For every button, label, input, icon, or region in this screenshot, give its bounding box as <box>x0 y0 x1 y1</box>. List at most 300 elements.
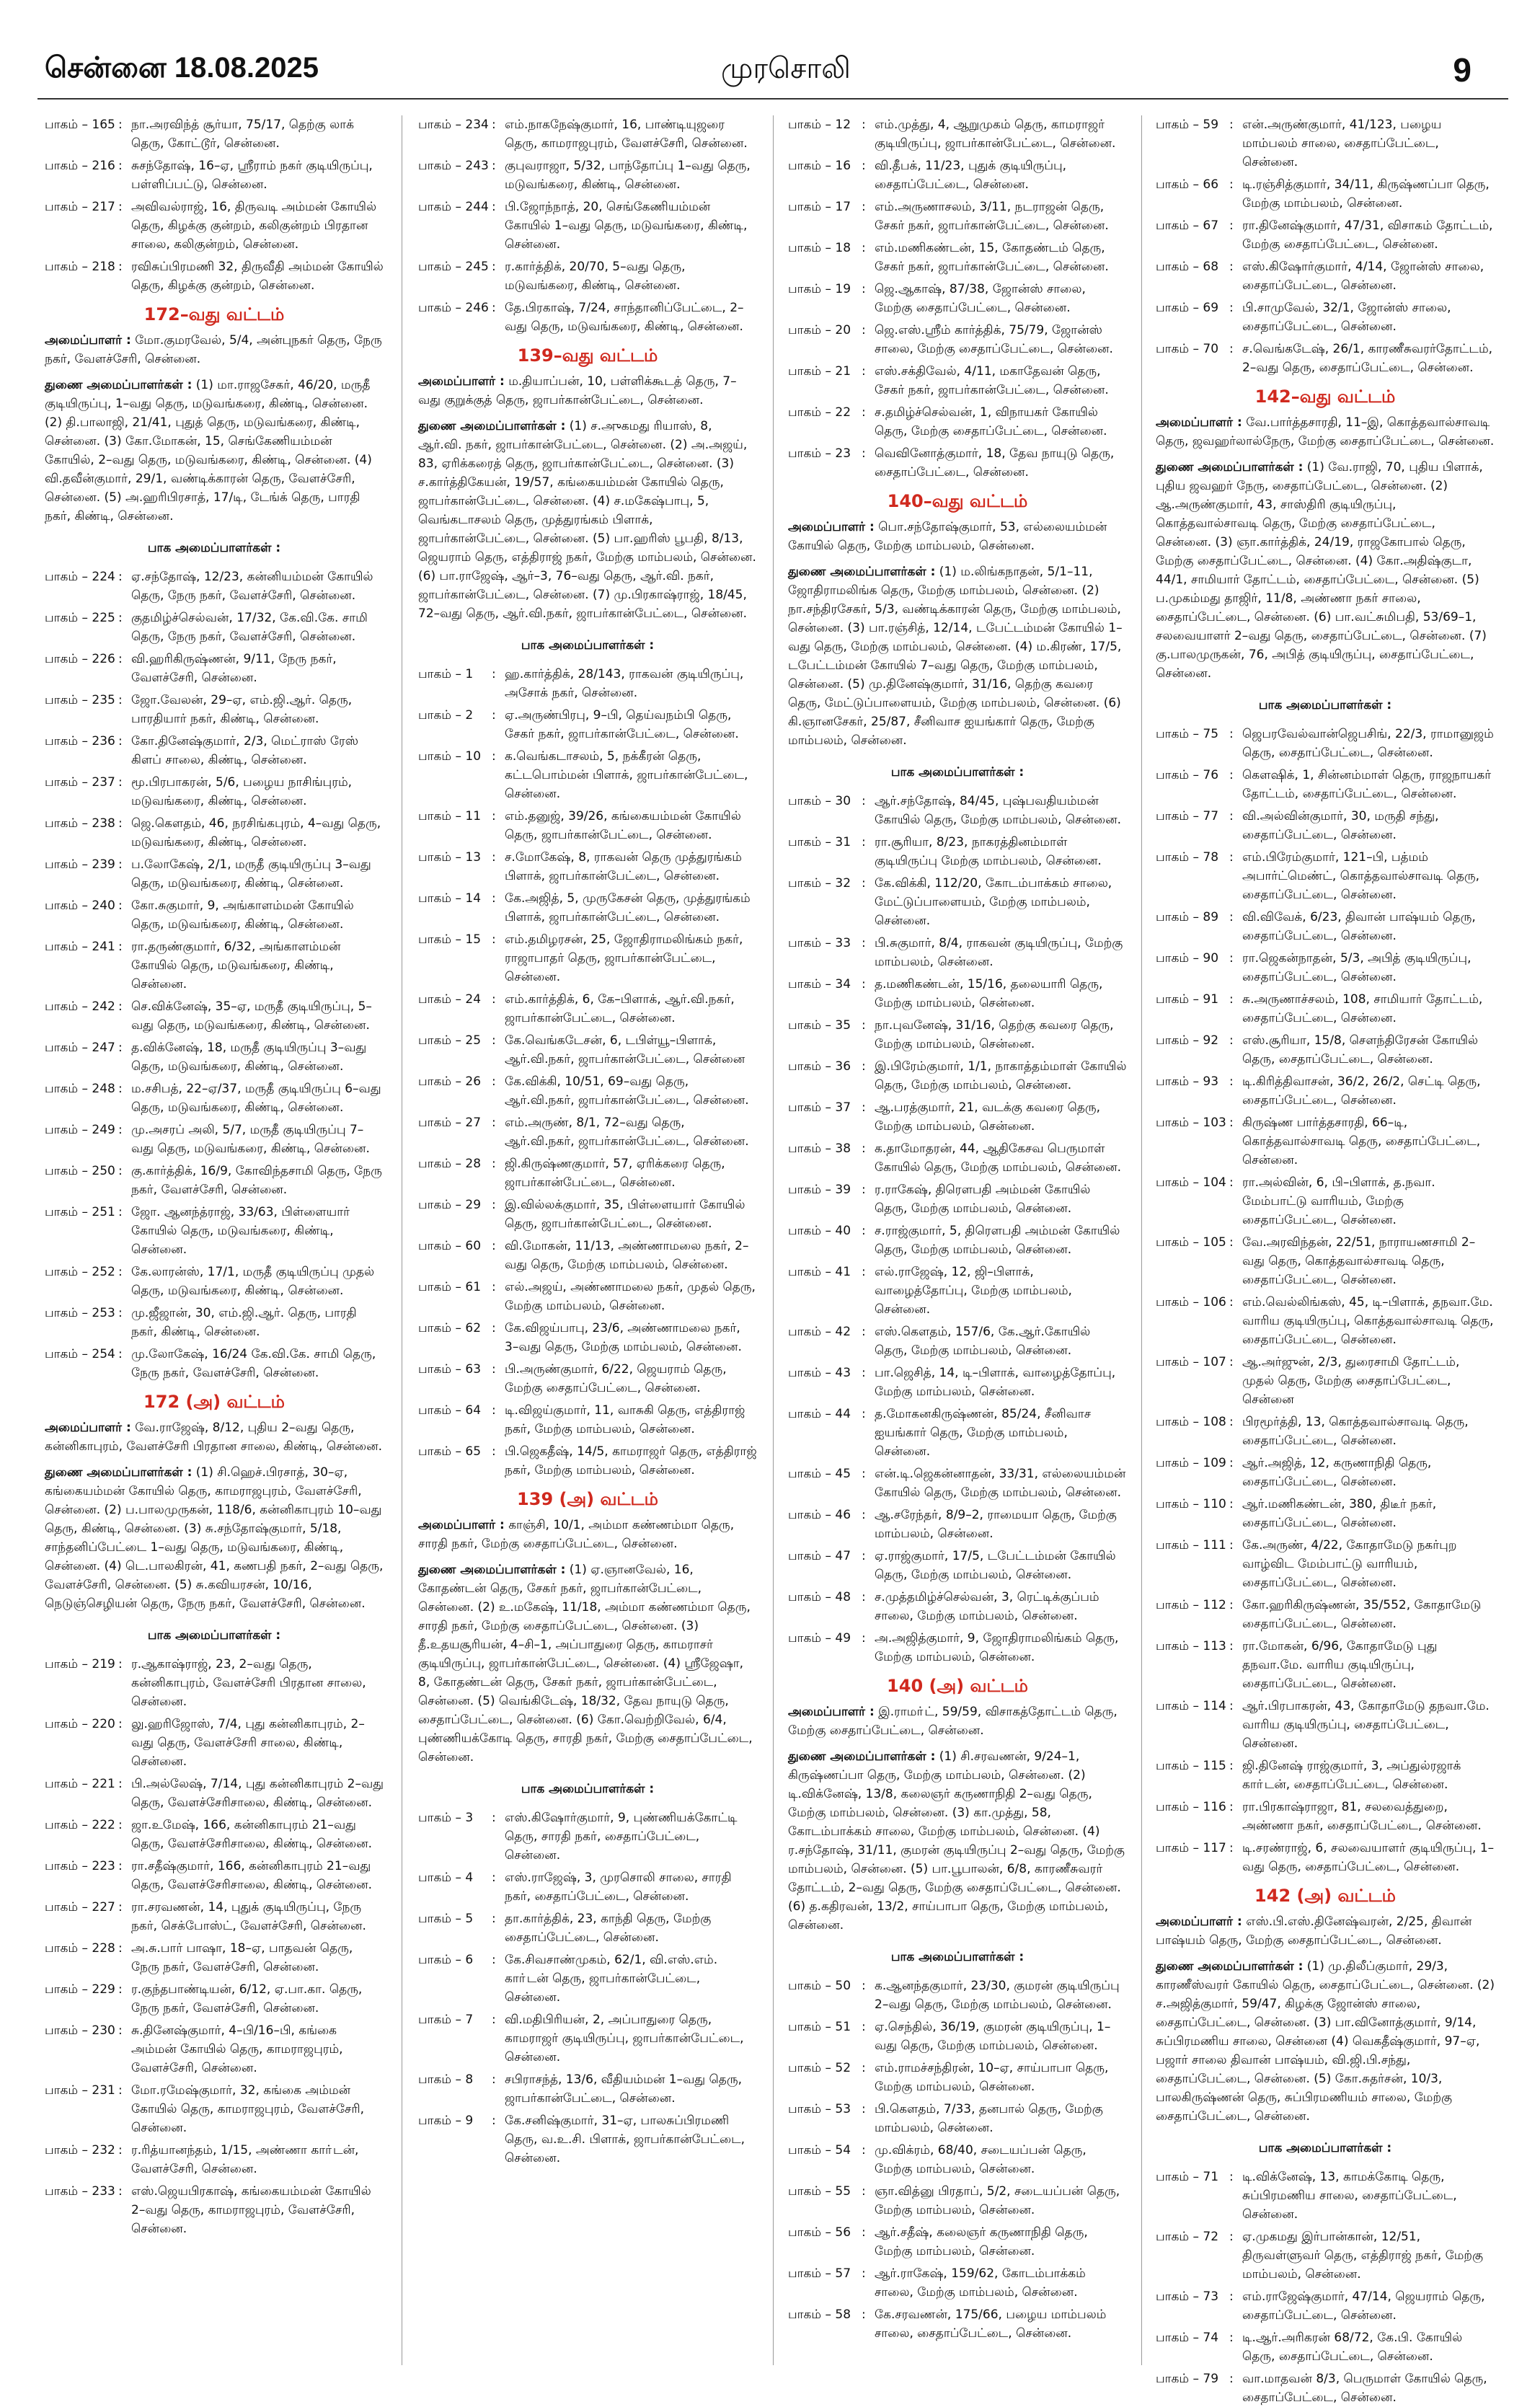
booth-organizer: வே.அரவிந்தன், 22/51, நாராயணசாமி 2–வது தெரு, கொத்தவால்சாவடி தெரு, சைதாப்பேட்டை, சென்னை. <box>1242 1235 1476 1287</box>
booth-entry <box>418 1072 757 1110</box>
booth-organizers-heading: பாக அமைப்பாளர்கள் : <box>147 541 281 555</box>
booth-number: பாகம் – 222 <box>45 1818 115 1832</box>
separator-colon: : <box>492 667 496 681</box>
booth-entry <box>1156 949 1495 986</box>
booth-number: பாகம் – 58 <box>788 2307 851 2322</box>
separator-colon: : <box>862 2266 866 2281</box>
booth-number: பாகம் – 42 <box>788 1325 851 1339</box>
ward-organizer-label: அமைப்பாளர் : <box>418 1518 505 1532</box>
separator-colon: : <box>1229 727 1234 741</box>
booth-entry <box>418 257 757 295</box>
ward-heading: 140 (அ) வட்டம் <box>887 1676 1028 1696</box>
separator-colon: : <box>1229 951 1234 966</box>
booth-entry <box>45 896 384 934</box>
booth-organizer: ச.மோகேஷ், 8, ராகவன் தெரு முத்துரங்கம் பிளாக், ஜாபர்கான்பேட்டை, சென்னை. <box>505 850 742 883</box>
page-number: 9 <box>1453 51 1472 89</box>
booth-entry <box>788 2223 1127 2261</box>
separator-colon: : <box>862 2225 866 2240</box>
separator-colon: : <box>1229 118 1234 132</box>
booth-organizer: பி.சாமுவேல், 32/1, ஜோன்ஸ் சாலை, சைதாப்பேட்டை, சென்னை. <box>1242 301 1451 334</box>
deputy-organizers-label: துணை அமைப்பாளர்கள் : <box>418 1563 566 1577</box>
separator-colon: : <box>118 1657 123 1671</box>
separator-colon: : <box>1229 1415 1234 1429</box>
booth-organizer: எம்.மணிகண்டன், 15, கோதண்டம் தெரு, சேகர் நகர், ஜாபர்கான்பேட்டை, சென்னை. <box>875 241 1109 274</box>
booth-number: பாகம் – 74 <box>1156 2331 1219 2345</box>
separator-colon: : <box>1229 1295 1234 1310</box>
booth-number: பாகம் – 70 <box>1156 342 1219 356</box>
booth-number: பாகம் – 63 <box>418 1362 482 1377</box>
booth-number: பாகம் – 223 <box>45 1859 115 1873</box>
booth-entry <box>418 2070 757 2108</box>
booth-entry <box>45 257 384 295</box>
booth-number: பாகம் – 229 <box>45 1982 115 1997</box>
booth-number: பாகம் – 114 <box>1156 1699 1226 1713</box>
booth-organizer: எஸ்.சூரியா, 15/8, சௌந்திரேசன் கோயில் தெரு, சைதாப்பேட்டை, சென்னை. <box>1242 1033 1479 1066</box>
separator-colon: : <box>1229 1538 1234 1553</box>
separator-colon: : <box>118 898 123 913</box>
booth-organizer: கோ.தினேஷ்குமார், 2/3, மெட்ராஸ் ரேஸ் கிளப் சாலை, கிண்டி, சென்னை. <box>131 734 359 767</box>
booth-entry <box>1156 1536 1495 1592</box>
separator-colon: : <box>862 1183 866 1197</box>
separator-colon: : <box>1229 992 1234 1007</box>
separator-colon: : <box>492 1321 496 1335</box>
separator-colon: : <box>118 159 123 173</box>
separator-colon: : <box>492 260 496 274</box>
booth-number: பாகம் – 33 <box>788 936 851 950</box>
booth-number: பாகம் – 79 <box>1156 2372 1219 2386</box>
booth-number: பாகம் – 13 <box>418 850 482 865</box>
booth-entry <box>1156 1637 1495 1693</box>
booth-entry <box>45 2141 384 2178</box>
booth-entry <box>45 567 384 605</box>
booth-organizer: ஆ.பரத்குமார், 21, வடக்கு கவரை தெரு, மேற்கு மாம்பலம், சென்னை. <box>875 1100 1101 1134</box>
booth-entry <box>418 1401 757 1439</box>
booth-organizer: சு.அருணாச்சலம், 108, சாமியார் தோட்டம், சைதாப்பேட்டை, சென்னை. <box>1242 992 1483 1025</box>
booth-entry <box>45 1655 384 1711</box>
booth-organizer: ர.ஆகாஷ்ராஜ், 23, 2–வது தெரு, கன்னிகாபுரம், வேளச்சேரி பிரதான சாலை, சென்னை. <box>131 1657 366 1709</box>
booth-entry <box>788 1977 1127 2014</box>
booth-number: பாகம் – 16 <box>788 159 851 173</box>
booth-entry <box>45 937 384 994</box>
booth-organizer: ஆர்.பிரபாகரன், 43, கோதாமேடு தநவா.மே. வாரிய குடியிருப்பு, சைதாப்பேட்டை, சென்னை. <box>1242 1699 1490 1751</box>
booth-number: பாகம் – 11 <box>418 809 482 823</box>
separator-colon: : <box>492 1239 496 1253</box>
booth-number: பாகம் – 54 <box>788 2143 851 2158</box>
booth-entry <box>45 773 384 811</box>
booth-number: பாகம் – 36 <box>788 1059 851 1074</box>
booth-organizer: ரா.அல்வின், 6, பி–பிளாக், த.நவா. மேம்பாட்டு வாரியம், மேற்கு சைதாப்பேட்டை, சென்னை. <box>1242 1175 1435 1227</box>
booth-organizer: எம்.பிரேம்குமார், 121–பி, பத்மம் அபார்ட்மெண்ட், கொத்தவால்சாவடி தெரு, சைதாப்பேட்டை, சென்னை. <box>1242 850 1480 902</box>
booth-number: பாகம் – 220 <box>45 1717 115 1731</box>
header-date: சென்னை 18.08.2025 <box>45 52 319 84</box>
deputy-organizers <box>418 417 757 623</box>
booth-organizer: கோ.சுகுமார், 9, அங்காளம்மன் கோயில் தெரு, மடுவங்கரை, கிண்டி, சென்னை. <box>131 898 354 932</box>
booth-number: பாகம் – 111 <box>1156 1538 1226 1553</box>
separator-colon: : <box>1229 1116 1234 1130</box>
booth-entry <box>418 1113 757 1151</box>
separator-colon: : <box>1229 1355 1234 1369</box>
booth-entry <box>418 889 757 927</box>
booth-entry <box>418 2111 757 2168</box>
separator-colon: : <box>492 708 496 723</box>
ward-organizer-text: எஸ்.பி.எஸ்.தினேஷ்வரன், 2/25, திவான் பாஷ்யம் தெரு, மேற்கு சைதாப்பேட்டை, சென்னை. <box>1156 1914 1472 1948</box>
separator-colon: : <box>862 2143 866 2158</box>
booth-organizer: லு.ஹரிஜோஸ், 7/4, புது கன்னிகாபுரம், 2–வது தெரு, வேளச்சேரி சாலை, கிண்டி, சென்னை. <box>131 1717 365 1769</box>
booth-organizer: தா.கார்த்திக், 23, காந்தி தெரு, மேற்கு சைதாப்பேட்டை, சென்னை. <box>505 1912 712 1945</box>
booth-organizer: கே.அருண், 4/22, கோதாமேடு நகர்புற வாழ்விட மேம்பாட்டு வாரியம், சைதாப்பேட்டை, சென்னை. <box>1242 1538 1457 1590</box>
booth-number: பாகம் – 76 <box>1156 768 1219 782</box>
deputy-organizers-label: துணை அமைப்பாளர்கள் : <box>45 1465 192 1480</box>
booth-organizer: எம்.முத்து, 4, ஆறுமுகம் தெரு, காமராஜர் குடியிருப்பு, ஜாபர்கான்பேட்டை, சென்னை. <box>875 118 1116 151</box>
ward-organizer-label: அமைப்பாளர் : <box>788 1705 875 1719</box>
separator-colon: : <box>492 159 496 173</box>
booth-entry <box>788 2182 1127 2220</box>
separator-colon: : <box>492 1912 496 1926</box>
booth-organizer: சுசந்தோஷ், 16–ஏ, ஸ்ரீராம் நகர் குடியிருப்பு, பள்ளிப்பட்டு, சென்னை. <box>131 159 373 192</box>
ward-organizer <box>45 331 384 368</box>
booth-entry <box>788 975 1127 1012</box>
separator-colon: : <box>1229 301 1234 315</box>
ward-organizer-text: இ.ராமா்ட், 59/59, விசாகத்தோட்டம் தெரு, மேற்கு சைதாப்பேட்டை, சென்னை. <box>788 1705 1118 1738</box>
booth-organizer: பி.அருண்குமார், 6/22, ஜெயராம் தெரு, மேற்கு சைதாப்பேட்டை, சென்னை. <box>505 1362 727 1395</box>
ward-organizer-text: மோ.குமரவேல், 5/4, அன்புநகர் தெரு, நேரு நகர், வேளச்சேரி, சென்னை. <box>45 333 382 366</box>
booth-number: பாகம் – 26 <box>418 1074 482 1089</box>
deputy-organizers <box>45 376 384 526</box>
separator-colon: : <box>862 1549 866 1563</box>
booth-number: பாகம் – 18 <box>788 241 851 255</box>
booth-organizer: ஏ.முகமது இர்பான்கான், 12/51, திருவள்ளுவர் தெரு, எத்திராஜ் நகர், மேற்கு மாம்பலம், சென்னை. <box>1242 2230 1483 2282</box>
booth-entry <box>418 930 757 986</box>
booth-number: பாகம் – 228 <box>45 1941 115 1956</box>
booth-entry <box>45 650 384 687</box>
booth-number: பாகம் – 108 <box>1156 1415 1226 1429</box>
booth-organizer: கே.அஜித், 5, முருகேசன் தெரு, முத்துரங்கம் பிளாக், ஜாபர்கான்பேட்டை, சென்னை. <box>505 891 751 924</box>
booth-number: பாகம் – 77 <box>1156 809 1219 823</box>
deputy-organizers <box>1156 458 1495 683</box>
column-3 <box>788 115 1127 2365</box>
separator-colon: : <box>118 570 123 584</box>
booth-number: பாகம் – 61 <box>418 1280 482 1294</box>
separator-colon: : <box>118 611 123 625</box>
booth-number: பாகம் – 27 <box>418 1116 482 1130</box>
booth-organizer: மூ.பிரபாகரன், 5/6, பழைய நாசிங்புரம், மடுவங்கரை, கிண்டி, சென்னை. <box>131 775 353 808</box>
booth-organizer: டி.விக்னேஷ், 13, காமக்கோடி தெரு, சுப்பிரமணிய சாலை, சைதாப்பேட்டை, சென்னை. <box>1242 2170 1457 2222</box>
booth-entry <box>418 1360 757 1397</box>
booth-organizer: எம்.ராஜேஷ்குமார், 47/14, ஜெயராம் தெரு, சைதாப்பேட்டை, சென்னை. <box>1242 2289 1485 2323</box>
booth-entry <box>1156 1596 1495 1633</box>
booth-number: பாகம் – 248 <box>45 1082 115 1096</box>
booth-entry <box>1156 175 1495 213</box>
booth-entry <box>418 2010 757 2067</box>
booth-organizer: எம்.கார்த்திக், 6, கே–பிளாக், ஆர்.வி.நகர், ஜாபர்கான்பேட்டை, சென்னை. <box>505 992 735 1025</box>
booth-entry <box>45 198 384 254</box>
booth-entry <box>788 833 1127 870</box>
separator-colon: : <box>492 1157 496 1171</box>
booth-entry <box>788 403 1127 441</box>
booth-organizer: குதமிழ்ச்செல்வன், 17/32, கே.வி.கே. சாமி தெரு, நேரு நகர், வேளச்சேரி, சென்னை. <box>131 611 368 644</box>
booth-number: பாகம் – 48 <box>788 1590 851 1604</box>
booth-organizer: எல்.அஜய், அண்ணாமலை நகர், முதல் தெரு, மேற்கு மாம்பலம், சென்னை. <box>505 1280 756 1313</box>
booth-number: பாகம் – 28 <box>418 1157 482 1171</box>
separator-colon: : <box>492 749 496 764</box>
booth-number: பாகம் – 37 <box>788 1100 851 1115</box>
separator-colon: : <box>1229 2331 1234 2345</box>
separator-colon: : <box>118 200 123 214</box>
booth-organizer: எம்.ராமச்சந்திரன், 10–ஏ, சாய்பாபா தெரு, மேற்கு மாம்பலம், சென்னை. <box>875 2061 1109 2094</box>
booth-number: பாகம் – 50 <box>788 1979 851 1993</box>
separator-colon: : <box>1229 177 1234 192</box>
booth-entry <box>1156 1031 1495 1069</box>
separator-colon: : <box>862 1590 866 1604</box>
booth-organizers-heading: பாக அமைப்பாளர்கள் : <box>890 765 1025 779</box>
booth-number: பாகம் – 217 <box>45 200 115 214</box>
booth-number: பாகம் – 53 <box>788 2102 851 2116</box>
booth-number: பாகம் – 78 <box>1156 850 1219 865</box>
separator-colon: : <box>862 241 866 255</box>
booth-number: பாகம் – 221 <box>45 1777 115 1791</box>
separator-colon: : <box>118 1818 123 1832</box>
separator-colon: : <box>492 1198 496 1212</box>
separator-colon: : <box>118 1123 123 1137</box>
booth-entry <box>1156 908 1495 945</box>
booth-entry <box>45 1121 384 1158</box>
booth-organizer: ஜா.உமேஷ், 166, கன்னிகாபுரம் 21–வது தெரு, வேளச்சேரிசாலை, கிண்டி, சென்னை. <box>131 1818 372 1851</box>
booth-number: பாகம் – 116 <box>1156 1800 1226 1814</box>
separator-colon: : <box>862 1631 866 1646</box>
booth-number: பாகம் – 253 <box>45 1306 115 1320</box>
booth-number: பாகம் – 250 <box>45 1164 115 1178</box>
booth-organizer: எம்.தனுஜ், 39/26, கங்கையம்மன் கோயில் தெரு, ஜாபர்கான்பேட்டை, சென்னை. <box>505 809 741 842</box>
booth-entry <box>788 362 1127 399</box>
booth-organizer: ஆர்.சந்தோஷ், 84/45, புஷ்பவதியம்மன் கோயில் தெரு, மேற்கு மாம்பலம், சென்னை. <box>875 794 1121 827</box>
booth-number: பாகம் – 20 <box>788 323 851 337</box>
separator-colon: : <box>862 2102 866 2116</box>
booth-organizer: ம.சசிபத், 22–ஏ/37, மருதீ குடியிருப்பு 6–வது தெரு, மடுவங்கரை, கிண்டி, சென்னை. <box>131 1082 381 1115</box>
booth-entry <box>788 934 1127 971</box>
deputy-organizers-text: (1) வே.ராஜி, 70, புதிய பிளாக், புதிய ஜவஹர் நேரு, சைதாப்பேட்டை, சென்னை. (2) ஆ.அருண்குமார், 43, சாஸ்திரி குடியிருப்பு, கொத்தவால்சாவடி தெரு, மேற்கு சைதாப்பேட்டை, சென்னை. (3) ஞா.கார்த்திக், 24/19, ராஜகோபால் தெரு, மேற்கு சைதாப்பேட்டை, சென்னை. (4) கோ.அதிஷ்குடா, 44/1, சாமியார் தோட்டம், சைதாப்பேட்டை, சென்னை. (5) ப.முகம்மது தாஜிர், 11/8, அண்ணா நகர் சாலை, சைதாப்பேட்டை, சென்னை. (6) பா.வட்சுமிபதி, 53/69–1, சலவையாளர் 2–வது தெரு, சைதாப்பேட்டை, சென்னை. (7) கு.பாலமுருகன், 76, அபித் குடியிருப்பு, சைதாப்பேட்டை, சென்னை. <box>1156 460 1487 681</box>
booth-entry <box>418 1868 757 1906</box>
booth-organizer: சபிராசந்த், 13/6, வீதியம்மன் 1–வது தெரு, ஜாபர்கான்பேட்டை, சென்னை. <box>505 2072 742 2106</box>
column-separator <box>773 115 774 2365</box>
booth-entry <box>788 1016 1127 1054</box>
ward-organizer <box>418 372 757 410</box>
separator-colon: : <box>1229 809 1234 823</box>
booth-organizer: தே.பிரகாஷ், 7/24, சாந்தானிப்பேட்டை, 2–வது தெரு, மடுவங்கரை, கிண்டி, சென்னை. <box>505 301 744 334</box>
separator-colon: : <box>862 2061 866 2075</box>
ward-heading: 172 (அ) வட்டம் <box>143 1392 285 1412</box>
booth-entry <box>788 1588 1127 1625</box>
separator-colon: : <box>118 1205 123 1219</box>
booth-organizer: ரா.சதீஷ்குமார், 166, கன்னிகாபுரம் 21–வது தெரு, வேளச்சேரிசாலை, கிண்டி, சென்னை. <box>131 1859 372 1892</box>
booth-organizer: ஆ.சரேந்தர், 8/9–2, ராமையா தெரு, மேற்கு மாம்பலம், சென்னை. <box>875 1508 1117 1541</box>
separator-colon: : <box>492 891 496 906</box>
separator-colon: : <box>118 1982 123 1997</box>
booth-entry <box>1156 848 1495 904</box>
booth-organizer: எஸ்.கிஷோர்குமார், 9, புண்ணியக்கோட்டி தெரு, சாரதி நகர், சைதாப்பேட்டை, சென்னை. <box>505 1811 738 1863</box>
booth-number: பாகம் – 117 <box>1156 1841 1226 1855</box>
deputy-organizers-label: துணை அமைப்பாளர்கள் : <box>418 419 566 433</box>
separator-colon: : <box>862 2184 866 2199</box>
booth-number: பாகம் – 219 <box>45 1657 115 1671</box>
booth-entry <box>1156 1413 1495 1450</box>
booth-number: பாகம் – 104 <box>1156 1175 1226 1190</box>
separator-colon: : <box>118 1900 123 1914</box>
booth-number: பாகம் – 92 <box>1156 1033 1219 1048</box>
booth-entry <box>45 1980 384 2018</box>
booth-entry <box>45 814 384 852</box>
separator-colon: : <box>1229 1033 1234 1048</box>
separator-colon: : <box>118 1082 123 1096</box>
separator-colon: : <box>1229 1175 1234 1190</box>
booth-entry <box>418 706 757 743</box>
booth-organizer: ச.வெங்கடேஷ், 26/1, காரணீசுவரர்தோட்டம், 2–வது தெரு, சைதாப்பேட்டை, சென்னை. <box>1242 342 1493 375</box>
separator-colon: : <box>862 364 866 379</box>
booth-number: பாகம் – 30 <box>788 794 851 808</box>
booth-number: பாகம் – 232 <box>45 2143 115 2158</box>
separator-colon: : <box>862 282 866 296</box>
separator-colon: : <box>492 1811 496 1825</box>
booth-entry <box>45 1775 384 1812</box>
booth-entry <box>45 1079 384 1117</box>
booth-organizer: க.வெங்கடாசலம், 5, நக்கீரன் தெரு, கட்டபொம்மன் பிளாக், ஜாபர்கான்பேட்டை, சென்னை. <box>505 749 748 801</box>
separator-colon: : <box>1229 1235 1234 1250</box>
booth-organizer: ரா.சூரியா, 8/23, நாகரத்தினம்மாள் குடியிருப்பு மேற்கு மாம்பலம், சென்னை. <box>875 835 1102 868</box>
booth-number: பாகம் – 244 <box>418 200 489 214</box>
booth-entry <box>788 280 1127 317</box>
booth-number: பாகம் – 2 <box>418 708 474 723</box>
booth-organizer: ப.லோகேஷ், 2/1, மருதீ குடியிருப்பு 3–வது தெரு, மடுவங்கரை, கிண்டி, சென்னை. <box>131 857 371 891</box>
separator-colon: : <box>118 940 123 954</box>
booth-entry <box>45 115 384 153</box>
separator-colon: : <box>118 857 123 872</box>
separator-colon: : <box>1229 1759 1234 1773</box>
column-4 <box>1156 115 1495 2405</box>
booth-entry <box>418 990 757 1028</box>
booth-organizer: இ.வில்லக்குமார், 35, பிள்ளையார் கோயில் தெரு, ஜாபர்கான்பேட்டை, சென்னை. <box>505 1198 745 1231</box>
booth-entry <box>45 609 384 646</box>
separator-colon: : <box>862 1325 866 1339</box>
booth-entry <box>45 997 384 1035</box>
ward-organizer <box>1156 413 1495 451</box>
booth-number: பாகம் – 59 <box>1156 118 1219 132</box>
separator-colon: : <box>118 652 123 666</box>
separator-colon: : <box>1229 1074 1234 1089</box>
booth-entry <box>788 1506 1127 1543</box>
booth-organizer: நா.அரவிந்த் சூர்யா, 75/17, தெற்கு லாக் தெரு, கோட்டூர், சென்னை. <box>131 118 354 151</box>
booth-entry <box>788 1547 1127 1584</box>
booth-number: பாகம் – 44 <box>788 1407 851 1421</box>
ward-heading: 142–வது வட்டம் <box>1254 387 1396 407</box>
booth-organizer: ஆர்.சதீஷ், கலைஞர் கருணாநிதி தெரு, மேற்கு மாம்பலம், சென்னை. <box>875 2225 1088 2258</box>
separator-colon: : <box>1229 850 1234 865</box>
booth-organizer: எல்.ராஜேஷ், 12, ஜி–பிளாக், வாழைத்தோப்பு, மேற்கு மாம்பலம், சென்னை. <box>875 1265 1072 1317</box>
booth-number: பாகம் – 31 <box>788 835 851 849</box>
booth-number: பாகம் – 245 <box>418 260 489 274</box>
booth-number: பாகம் – 52 <box>788 2061 851 2075</box>
booth-entry <box>788 239 1127 276</box>
booth-number: பாகம் – 23 <box>788 446 851 461</box>
booth-entry <box>45 156 384 194</box>
booth-organizer: ஆர்.அஜித், 12, கருணாநிதி தெரு, சைதாப்பேட்டை, சென்னை. <box>1242 1456 1432 1489</box>
booth-organizer: ஆர்.ராகேஷ், 159/62, கோடம்பாக்கம் சாலை, மேற்கு மாம்பலம், சென்னை. <box>875 2266 1086 2300</box>
ward-organizer-label: அமைப்பாளர் : <box>418 374 505 389</box>
separator-colon: : <box>1229 1800 1234 1814</box>
booth-organizer: ரா.பிரகாஷ்ராஜா, 81, சலவைத்துறை, அண்ணா நகர், சைதாப்பேட்டை, சென்னை. <box>1242 1800 1482 1833</box>
booth-organizer: பிரமூர்த்தி, 13, கொத்தவால்சாவடி தெரு, சைதாப்பேட்டை, சென்னை. <box>1242 1415 1469 1448</box>
deputy-organizers-text: (1) மு.திலீப்குமார், 29/3, காரணீஸ்வரர் கோயில் தெரு, சைதாப்பேட்டை, சென்னை. (2) ச.அஜித்குமார், 59/47, கிழக்கு ஜோன்ஸ் சாலை, சைதாப்பேட்டை, சென்னை. (3) பா.வினோத்குமார், 9/14, சுப்பிரமணிய சாலை, சென்னை (4) வெகதீஷ்குமார், 97–ஏ, பஜார் சாலை திவான் பாஷ்யம், வி.ஜி.பி.சந்து, சைதாப்பேட்டை, சென்னை. (5) கோ.சுதர்சன், 10/3, பாலகிருஷ்ணன் தெரு, சுப்பிரமணியம் சாலை, மேற்கு சைதாப்பேட்டை, சென்னை. <box>1156 1959 1495 2124</box>
booth-entry <box>45 1857 384 1894</box>
booth-organizer: டி.ரஞ்சித்குமார், 34/11, கிருஷ்ணப்பா தெரு, மேற்கு மாம்பலம், சென்னை. <box>1242 177 1490 211</box>
booth-organizer: எஸ்.ராஜேஷ், 3, முரசொலி சாலை, சாரதி நகர், சைதாப்பேட்டை, சென்னை. <box>505 1871 732 1904</box>
separator-colon: : <box>492 932 496 947</box>
deputy-organizers-label: துணை அமைப்பாளர்கள் : <box>1156 460 1304 474</box>
booth-number: பாகம் – 1 <box>418 667 474 681</box>
ward-organizer <box>788 1702 1127 1740</box>
booth-entry <box>788 2018 1127 2055</box>
separator-colon: : <box>118 816 123 831</box>
separator-colon: : <box>492 2114 496 2128</box>
booth-entry <box>45 1715 384 1771</box>
booth-entry <box>45 1939 384 1977</box>
booth-entry <box>418 1196 757 1233</box>
booth-number: பாகம் – 19 <box>788 282 851 296</box>
booth-entry <box>418 299 757 336</box>
separator-colon: : <box>1229 1598 1234 1612</box>
booth-organizer: ஜெ.எஸ்.ஸ்ரீம் கார்த்திக், 75/79, ஜோன்ஸ் சாலை, மேற்கு சைதாப்பேட்டை, சென்னை. <box>875 323 1113 356</box>
booth-entry <box>45 691 384 728</box>
booth-organizer: வெவினோத்குமார், 18, தேவ நாயுடு தெரு, சைதாப்பேட்டை, சென்னை. <box>875 446 1115 480</box>
booth-entry <box>788 2059 1127 2096</box>
booth-number: பாகம் – 75 <box>1156 727 1219 741</box>
booth-number: பாகம் – 239 <box>45 857 115 872</box>
booth-number: பாகம் – 4 <box>418 1871 474 1885</box>
booth-organizer: ச.முத்தமிழ்ச்செல்வன், 3, ரெட்டிக்குப்பம் சாலை, மேற்கு மாம்பலம், சென்னை. <box>875 1590 1099 1623</box>
booth-organizer: கே.விக்கி, 10/51, 69–வது தெரு, ஆர்.வி.நகர், ஜாபர்கான்பேட்டை, சென்னை. <box>505 1074 749 1108</box>
booth-entry <box>1156 257 1495 295</box>
column-1 <box>45 115 384 2365</box>
booth-number: பாகம் – 225 <box>45 611 115 625</box>
booth-organizer: கே.விஜய்பாபு, 23/6, அண்ணாமலை நகர், 3–வது தெரு, மேற்கு மாம்பலம், சென்னை. <box>505 1321 742 1354</box>
separator-colon: : <box>492 1116 496 1130</box>
booth-organizer: எம்.தமிழரசன், 25, ஜோதிராமலிங்கம் நகர், ராஜாபாதர் தெரு, ஜாபர்கான்பேட்டை, சென்னை. <box>505 932 743 984</box>
booth-organizer: எம்.வெல்லிங்கஸ், 45, டி–பிளாக், தநவா.மே. வாரிய குடியிருப்பு, கொத்தவால்சாவடி தெரு, சைதாப்பேட்டை, சென்னை. <box>1242 1295 1494 1347</box>
booth-organizer: பி.சுகுமார், 8/4, ராகவன் குடியிருப்பு, மேற்கு மாம்பலம், சென்னை. <box>875 936 1123 969</box>
separator-colon: : <box>862 405 866 420</box>
separator-colon: : <box>492 1033 496 1048</box>
booth-organizer: எம்.நாகநேஷ்குமார், 16, பாண்டியுஜரை தெரு, காமராஜபுரம், வேளச்சேரி, சென்னை. <box>505 118 748 151</box>
header-rule <box>37 98 1508 100</box>
booth-organizer: வி.அல்வின்குமார், 30, மருதி சந்து, சைதாப்பேட்டை, சென்னை. <box>1242 809 1439 842</box>
separator-colon: : <box>118 1306 123 1320</box>
booth-entry <box>45 855 384 893</box>
booth-entry <box>45 2182 384 2238</box>
ward-organizer-label: அமைப்பாளர் : <box>788 520 875 534</box>
booth-organizer: ஜி.தினேஷ் ராஜ்குமார், 3, அப்துல்ரஜாக் காா்டன், சைதாப்பேட்டை, சென்னை. <box>1242 1759 1461 1792</box>
separator-colon: : <box>862 1059 866 1074</box>
separator-colon: : <box>1229 2289 1234 2304</box>
booth-number: பாகம் – 235 <box>45 693 115 707</box>
booth-entry <box>418 1237 757 1274</box>
booth-number: பாகம் – 56 <box>788 2225 851 2240</box>
booth-organizer: ஆர்.மணிகண்டன், 380, திடீர் நகர், சைதாப்பேட்டை, சென்னை. <box>1242 1497 1437 1530</box>
deputy-organizers-label: துணை அமைப்பாளர்கள் : <box>45 378 192 392</box>
booth-organizer: அவிவல்ராஜ், 16, திருவடி அம்மன் கோயில் தெரு, கிழக்கு குன்றம், கலிகுன்றம் பிரதான சாலை, கலிகுன்றம், சென்னை. <box>131 200 377 252</box>
booth-number: பாகம் – 10 <box>418 749 482 764</box>
booth-number: பாகம் – 230 <box>45 2023 115 2038</box>
booth-organizer: வி.ஹரிகிருஷ்ணன், 9/11, நேரு நகர், வேளச்சேரி, சென்னை. <box>131 652 337 685</box>
booth-organizer: எஸ்.சக்திவேல், 4/11, மகாதேவன் தெரு, சேகர் நகர், ஜாபர்கான்பேட்டை, சென்னை. <box>875 364 1109 397</box>
separator-colon: : <box>862 1508 866 1522</box>
